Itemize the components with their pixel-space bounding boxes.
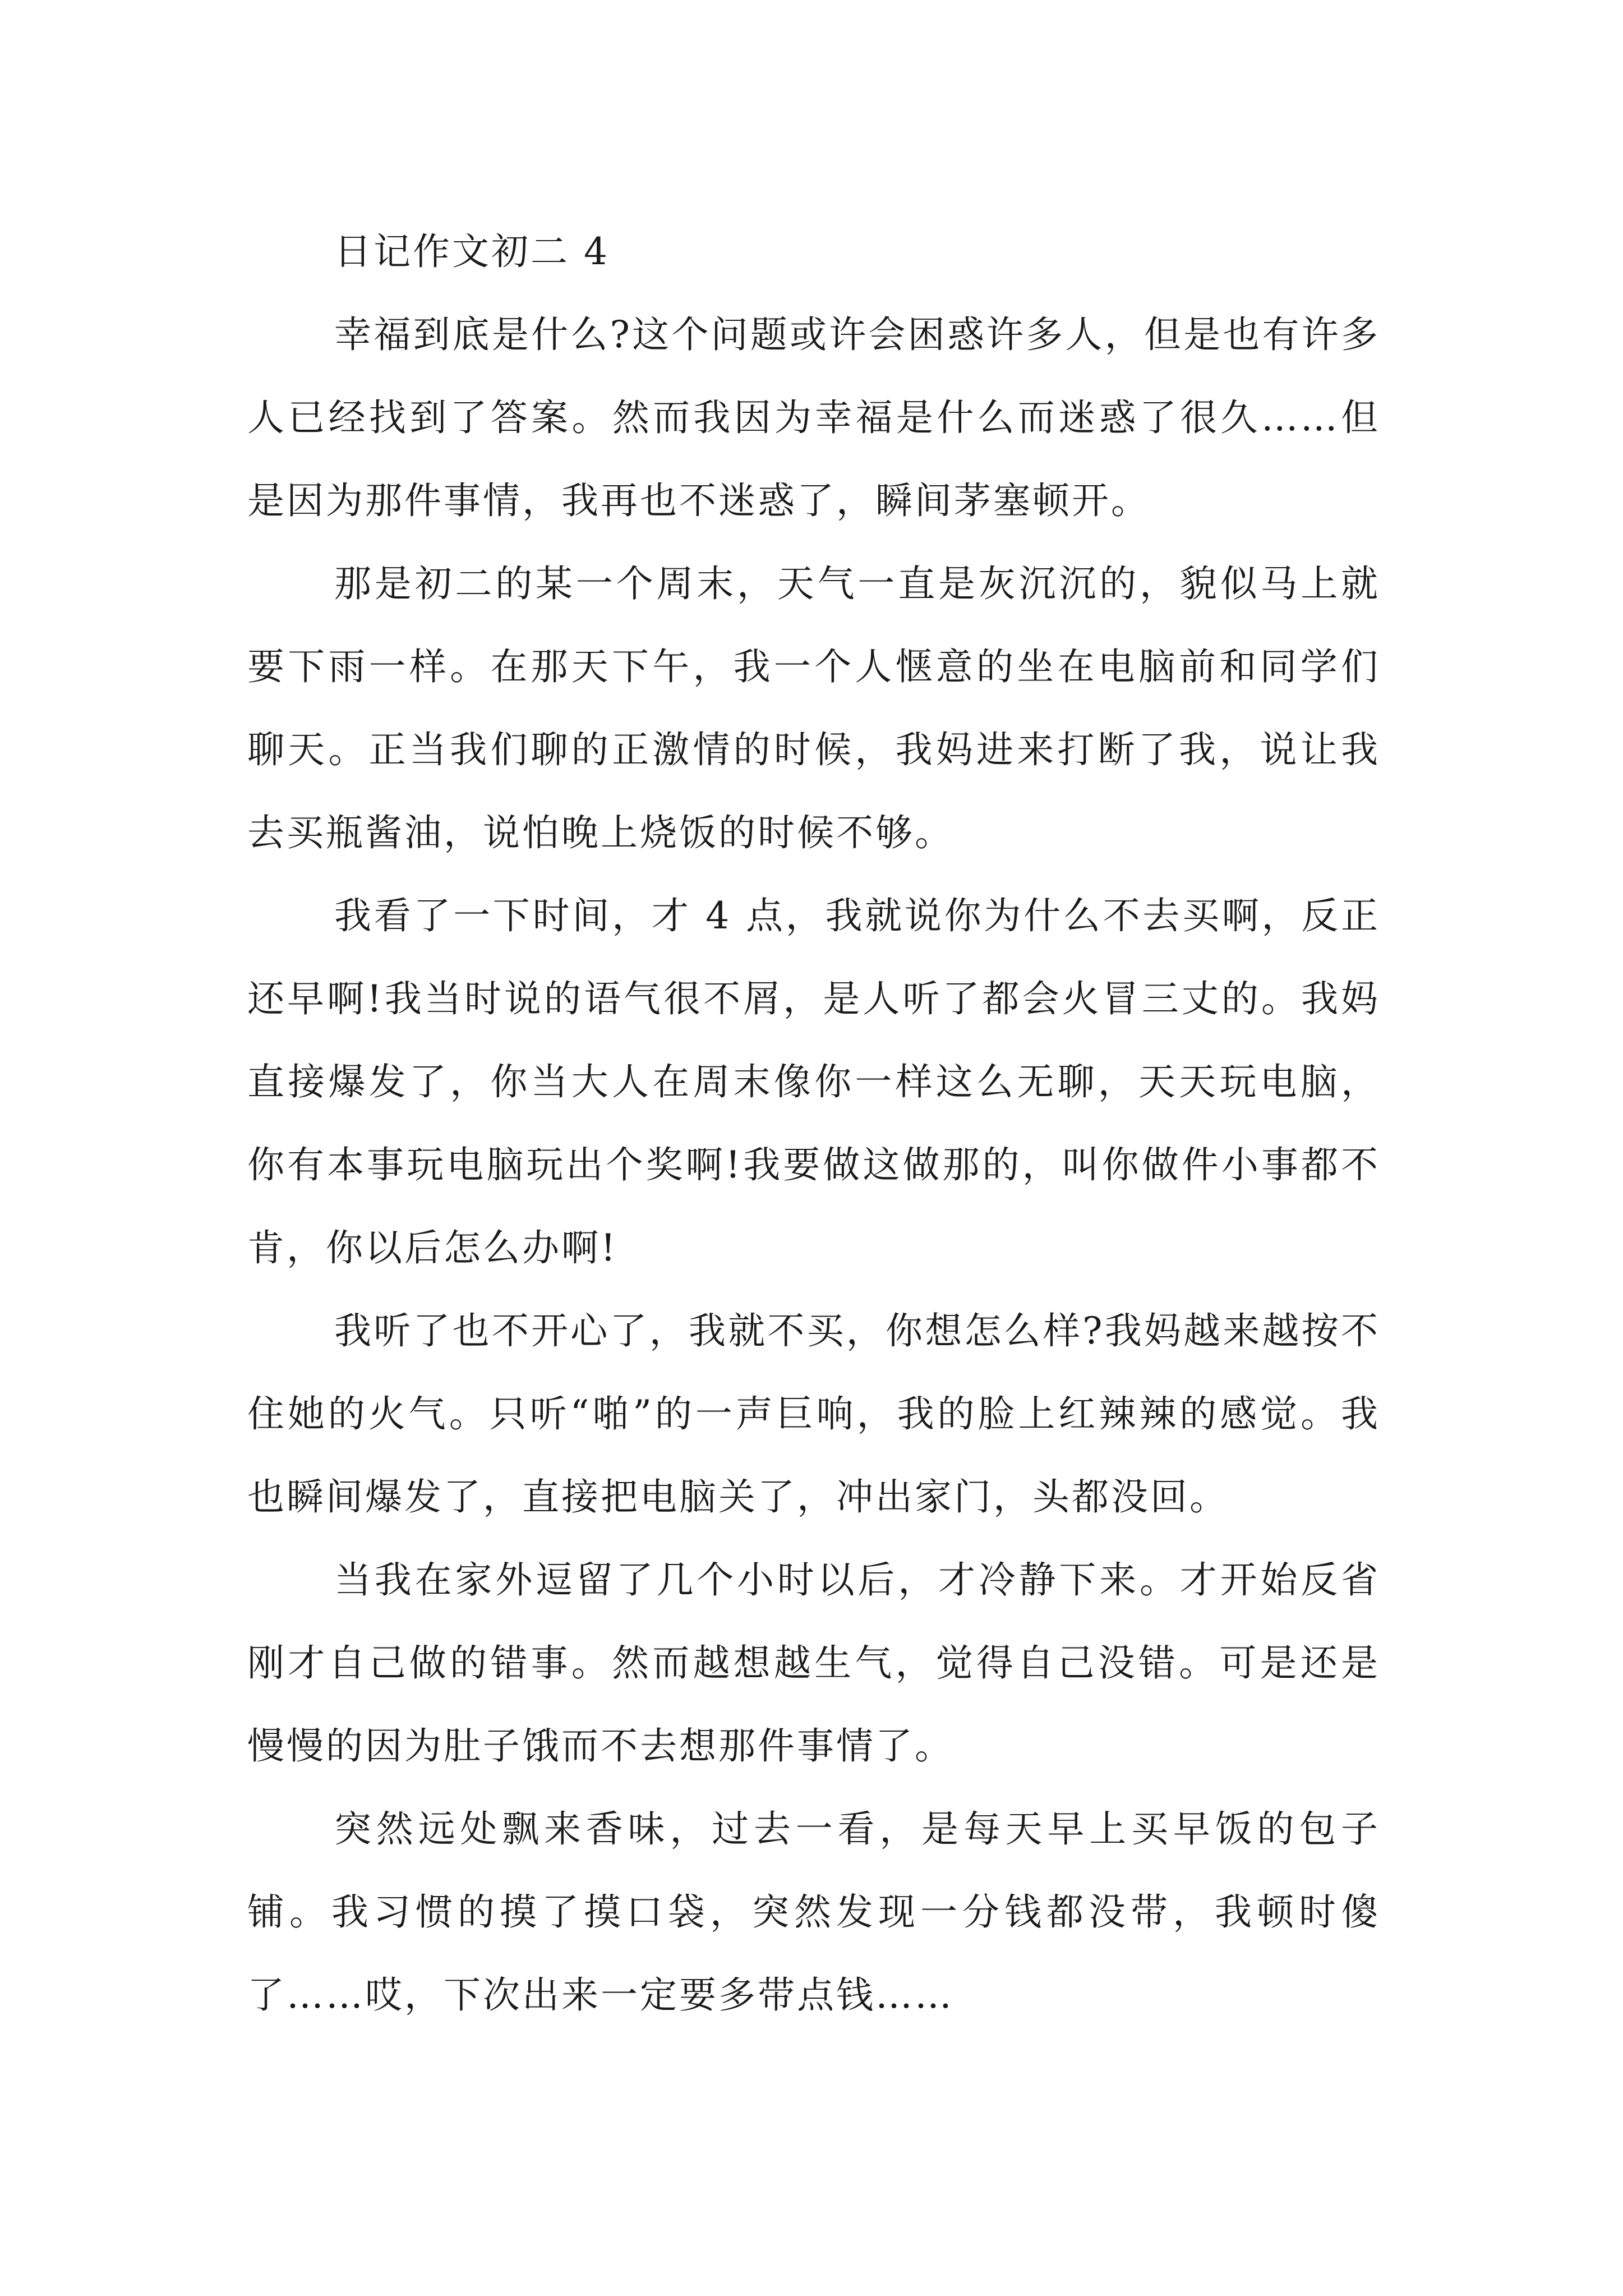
paragraph-2: 那是初二的某一个周末，天气一直是灰沉沉的，貌似马上就要下雨一样。在那天下午，我一个人惬意的坐在电脑前和同学们聊天。正当我们聊的正激情的时候，我妈进来打断了我，说让我去买瓶酱油，说怕晚上烧饭的时候不够。	[247, 562, 1380, 854]
document-title: 日记作文初二 4	[334, 230, 610, 273]
paragraph-4: 我听了也不开心了，我就不买，你想怎么样?我妈越来越按不住她的火气。只听“啪”的一声巨响，我的脸上红辣辣的感觉。我也瞬间爆发了，直接把电脑关了，冲出家门，头都没回。	[247, 1309, 1380, 1519]
paragraph-6: 突然远处飘来香味，过去一看，是每天早上买早饭的包子铺。我习惯的摸了摸口袋，突然发现一分钱都没带，我顿时傻了……哎，下次出来一定要多带点钱……	[247, 1807, 1380, 2017]
document-body	[247, 210, 1380, 2037]
paragraph-3: 我看了一下时间，才 4 点，我就说你为什么不去买啊，反正还早啊!我当时说的语气很不屑，是人听了都会火冒三丈的。我妈直接爆发了，你当大人在周末像你一样这么无聊，天天玩电脑，你有本事玩电脑玩出个奖啊!我要做这做那的，叫你做件小事都不肯，你以后怎么办啊!	[247, 894, 1380, 1269]
paragraph-5: 当我在家外逗留了几个小时以后，才冷静下来。才开始反省刚才自己做的错事。然而越想越生气，觉得自己没错。可是还是慢慢的因为肚子饿而不去想那件事情了。	[247, 1558, 1380, 1768]
paragraph-1: 幸福到底是什么?这个问题或许会困惑许多人，但是也有许多人已经找到了答案。然而我因为幸福是什么而迷惑了很久……但是因为那件事情，我再也不迷惑了，瞬间茅塞顿开。	[247, 313, 1380, 522]
